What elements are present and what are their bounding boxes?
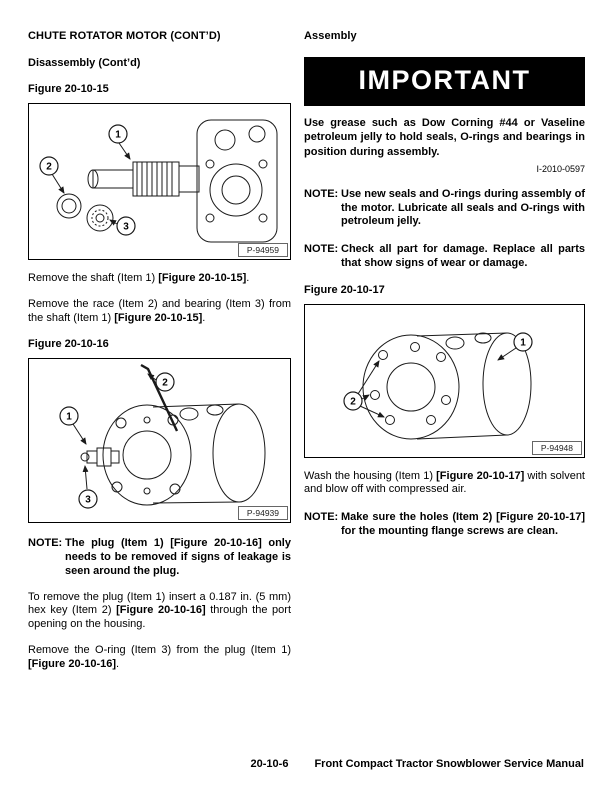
shaft [88,162,199,196]
motor-housing [363,333,531,439]
paragraph: Wash the housing (Item 1) [Figure 20-10-17] with solvent and blow off with compressed air. [304,469,585,496]
note: NOTE: The plug (Item 1) [Figure 20-10-16] only needs to be removed if signs of leakage is seen around the plug. [28,537,291,577]
svg-text:3: 3 [123,221,129,233]
important-banner [304,57,585,106]
figure-16-drawing [29,359,290,520]
plug [81,448,119,466]
figure-15-label: Figure 20-10-15 [28,83,109,95]
photo-id-label: P-94959 [238,243,288,257]
callout-3 [110,217,135,235]
assembly-heading: Assembly [304,30,357,42]
figure-15-box [28,103,291,260]
page-number: 20-10-6 [250,758,289,770]
important-code: I-2010-0597 [536,163,585,174]
manual-title: Front Compact Tractor Snowblower Service Manual [314,758,584,770]
svg-text:1: 1 [66,411,72,423]
callout-1 [109,125,130,159]
note-label: NOTE: [304,187,339,200]
page-footer [0,758,584,770]
note-label: NOTE: [28,537,63,550]
callout-3 [79,466,97,508]
svg-text:2: 2 [162,377,168,389]
note: NOTE: Check all part for damage. Replace all parts that show signs of wear or damage. [304,243,585,269]
note-label: NOTE: [304,243,339,256]
figure-17-box [304,304,585,458]
photo-id-label: P-94939 [238,506,288,520]
figure-16-label: Figure 20-10-16 [28,338,109,351]
paragraph: To remove the plug (Item 1) insert a 0.187 in. (5 mm) hex key (Item 2) [Figure 20-10-16] through the port opening on the housing. [28,590,291,630]
figure-16-box [28,358,291,523]
callout-2 [344,361,384,417]
paragraph: Remove the O-ring (Item 3) from the plug (Item 1) [Figure 20-10-16]. [28,643,291,670]
note: NOTE: Make sure the holes (Item 2) [Figure 20-10-17] for the mounting flange screws are clean. [304,511,585,537]
svg-text:1: 1 [115,129,121,141]
callout-1 [60,407,86,444]
note-label: NOTE: [304,511,339,524]
figure-17-drawing [305,305,584,455]
note: NOTE: Use new seals and O-rings during assembly of the motor. Lubricate all seals and O-rings with petroleum jelly. [304,187,585,228]
motor-housing [103,404,265,505]
svg-text:2: 2 [350,396,356,408]
bearing [87,205,113,231]
important-title: IMPORTANT [358,65,531,95]
svg-text:2: 2 [46,161,52,173]
callout-2 [40,157,64,193]
important-body: Use grease such as Dow Corning #44 or Vaseline petroleum jelly to hold seals, O-rings and bearings in position during assembly. [304,117,585,158]
right-column [304,30,585,539]
figure-17-label: Figure 20-10-17 [304,283,385,296]
left-column [28,30,291,671]
svg-text:1: 1 [520,337,526,349]
paragraph: Remove the shaft (Item 1) [Figure 20-10-15]. [28,272,250,284]
photo-id-label: P-94948 [532,441,582,455]
svg-text:3: 3 [85,494,91,506]
paragraph: Remove the race (Item 2) and bearing (Item 3) from the shaft (Item 1) [Figure 20-10-15]. [28,297,291,324]
section-heading: CHUTE ROTATOR MOTOR (CONT’D) [28,30,221,42]
race [57,194,81,218]
figure-15-drawing [29,104,290,257]
subsection-heading: Disassembly (Cont’d) [28,57,141,69]
motor-housing [197,120,277,242]
